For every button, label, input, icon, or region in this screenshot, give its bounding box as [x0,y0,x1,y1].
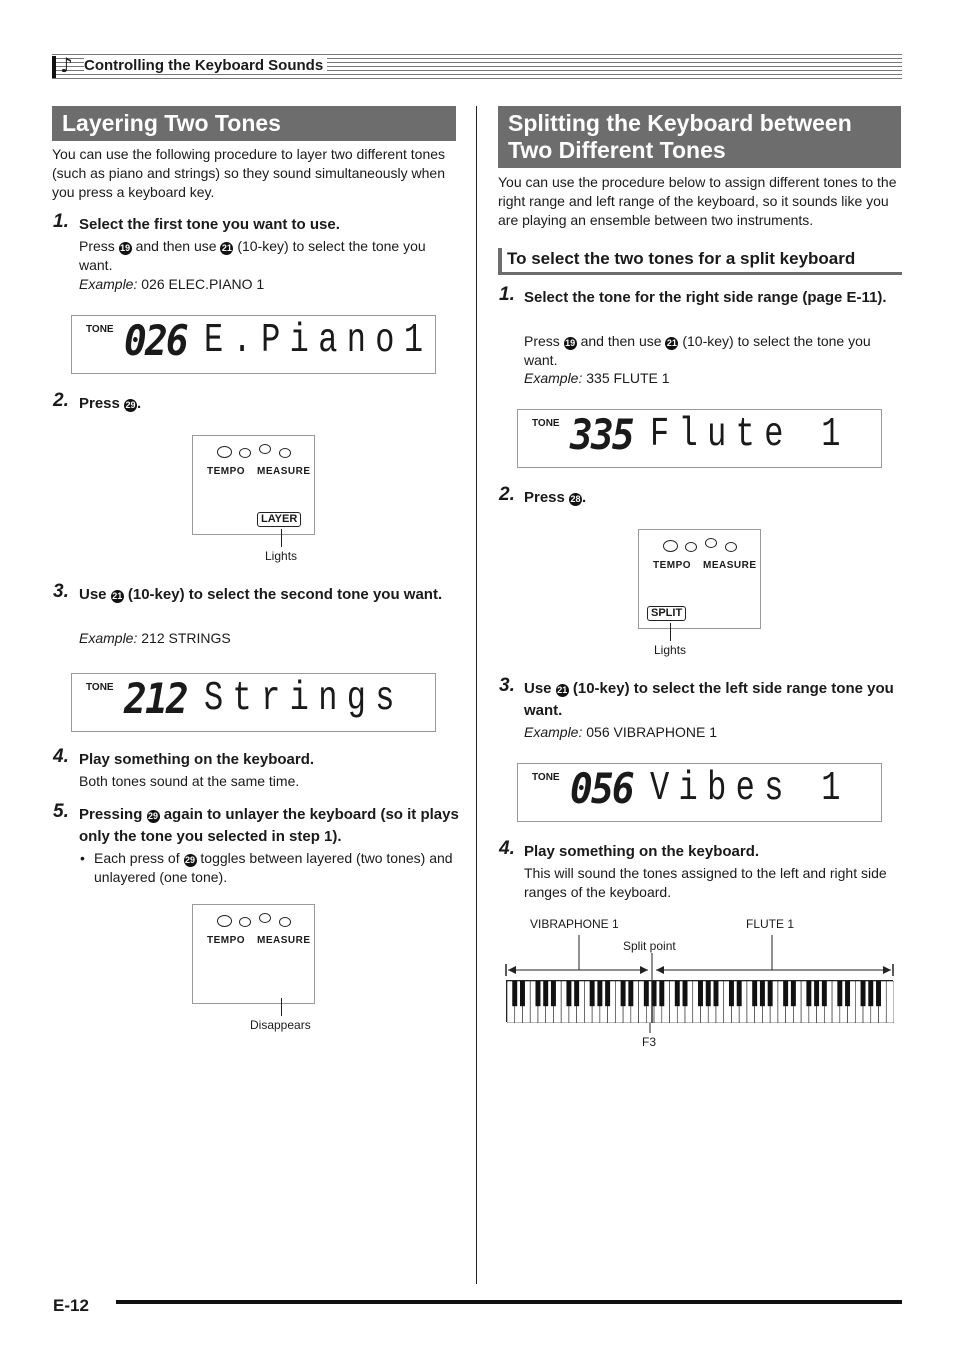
step-number: 5. [53,801,69,822]
black-key [628,981,633,1006]
split-subheading: To select the two tones for a split keyboard [498,248,902,275]
beat-indicator-icon [663,538,743,558]
music-note-icon: ♪ [60,53,73,77]
black-key [791,981,796,1006]
step-title: Select the first tone you want to use. [79,216,340,233]
black-key [706,981,711,1006]
lcd-tone-name: Vibes 1 [650,766,850,812]
layer-indicator: LAYER [257,512,301,527]
black-key [814,981,819,1006]
step-title: Play something on the keyboard. [79,751,315,768]
lcd-tone-number: 026 [124,316,187,365]
page-number: E-12 [53,1296,89,1315]
layering-intro: You can use the following procedure to layer two different tones (such as piano and strings) so they sound simultaneously when you press a keyboard key. [52,146,446,200]
black-key [605,981,610,1006]
white-key [886,981,894,1023]
lights-caption: Lights [654,643,687,657]
split-key-label: F3 [642,1035,657,1049]
black-key [729,981,734,1006]
black-key [845,981,850,1006]
example-line: Example: 056 VIBRAPHONE 1 [524,724,717,740]
indicator-panel [192,904,315,1004]
black-key [698,981,703,1006]
step-number: 1. [499,284,515,305]
lcd-display [517,409,882,468]
step-title: Use 21 (10-key) to select the second tone you want. [79,586,443,603]
step-number: 4. [499,838,515,859]
step-number: 4. [53,746,69,767]
black-key [597,981,602,1006]
step-body: Press 19 and then use 21 (10-key) to select the tone you want. [79,238,426,273]
key-29-icon: 29 [148,811,159,821]
column-divider [476,106,477,1284]
lcd-tone-name: Strings [204,676,404,722]
lcd-display [71,315,436,374]
tempo-label: TEMPO [207,466,246,477]
black-key [590,981,595,1006]
black-key [675,981,680,1006]
key-29-icon: 29 [184,855,195,865]
step-title: Use 21 (10-key) to select the left side range tone you want. [524,680,894,719]
step-body: Press 19 and then use 21 (10-key) to select the tone you want. [524,333,871,368]
black-key [822,981,827,1006]
black-key [768,981,773,1006]
lcd-tone-number: 212 [124,674,187,723]
black-key [566,981,571,1006]
indicator-panel [192,435,315,535]
beat-indicator-icon [217,913,297,933]
black-key [876,981,881,1006]
example-line: Example: 335 FLUTE 1 [524,370,670,386]
key-28-icon: 28 [570,494,581,504]
black-key [714,981,719,1006]
key-29-icon: 29 [125,400,136,410]
section-title-layering: Layering Two Tones [52,106,456,141]
black-key [574,981,579,1006]
indicator-panel [638,529,761,629]
lcd-tone-label: TONE [86,324,114,335]
lcd-display [517,763,882,822]
black-key [535,981,540,1006]
lcd-tone-number: 056 [570,764,633,813]
split-point-label: Split point [623,939,676,953]
step-number: 3. [53,581,69,602]
step-number: 2. [53,390,69,411]
black-key [752,981,757,1006]
beat-indicator-icon [217,444,297,464]
measure-label: MEASURE [703,560,757,571]
black-key [543,981,548,1006]
black-key [737,981,742,1006]
step-number: 1. [53,211,69,232]
split-indicator: SPLIT [647,606,686,621]
black-key [868,981,873,1006]
lcd-display [71,673,436,732]
step-title: Play something on the keyboard. [524,843,760,860]
black-key [551,981,556,1006]
key-21-icon: 21 [112,591,123,601]
lcd-tone-label: TONE [532,772,560,783]
key-19-icon: 19 [565,338,576,348]
measure-label: MEASURE [257,466,311,477]
keyboard-icon [506,980,893,1022]
header-title: Controlling the Keyboard Sounds [84,57,327,74]
black-key [520,981,525,1006]
lcd-tone-label: TONE [86,682,114,693]
step-title: Press 28 . [524,489,587,506]
disappears-caption: Disappears [250,1018,311,1032]
key-21-icon: 21 [557,685,568,695]
footer-rule [116,1300,902,1304]
key-21-icon: 21 [666,338,677,348]
step-title: Pressing 29 again to unlayer the keyboard (so it plays only the tone you selected in step 1). [79,806,459,845]
bullet-icon: • [80,850,85,866]
tempo-label: TEMPO [653,560,692,571]
black-key [644,981,649,1006]
step-title: Press 29 . [79,395,142,412]
example-line: Example: 026 ELEC.PIANO 1 [79,276,265,292]
step-body: This will sound the tones assigned to the left and right side ranges of the keyboard. [524,865,887,900]
measure-label: MEASURE [257,935,311,946]
key-21-icon: 21 [221,243,232,253]
black-key [659,981,664,1006]
black-key [760,981,765,1006]
black-key [621,981,626,1006]
black-key [806,981,811,1006]
lcd-tone-label: TONE [532,418,560,429]
lights-caption: Lights [265,549,298,563]
step-title: Select the tone for the right side range (page E-11). [524,289,887,306]
step-bullet: Each press of 29 toggles between layered (two tones) and unlayered (one tone). [94,850,453,885]
key-19-icon: 19 [120,243,131,253]
step-number: 3. [499,675,515,696]
page-header [52,54,902,80]
black-key [512,981,517,1006]
lcd-tone-name: Flute 1 [650,412,850,458]
splitting-intro: You can use the procedure below to assign different tones to the right range and left range of the keyboard, so it sounds like you are playing an ensemble between two instruments. [498,174,897,228]
lcd-tone-name: E.Piano1 [204,318,433,364]
left-tone-label: VIBRAPHONE 1 [530,917,619,931]
lcd-tone-number: 335 [570,410,633,459]
black-key [861,981,866,1006]
tempo-label: TEMPO [207,935,246,946]
black-key [837,981,842,1006]
example-line: Example: 212 STRINGS [79,630,231,646]
step-number: 2. [499,484,515,505]
section-title-splitting: Splitting the Keyboard between Two Different Tones [498,106,901,168]
black-key [683,981,688,1006]
step-body: Both tones sound at the same time. [79,773,300,789]
right-tone-label: FLUTE 1 [746,917,795,931]
black-key [783,981,788,1006]
